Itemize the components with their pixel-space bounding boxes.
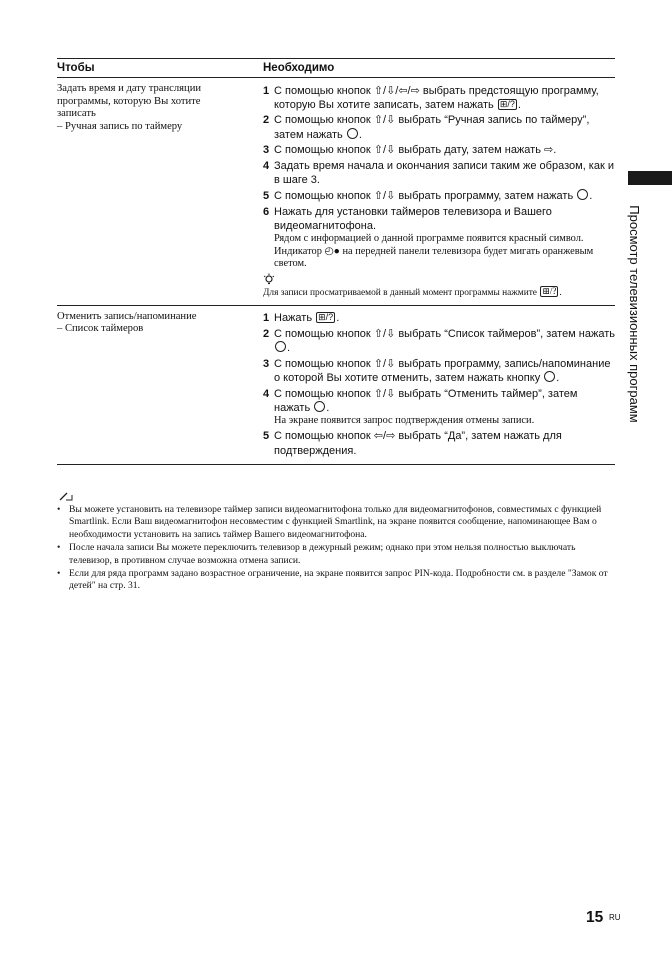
page-language: RU: [609, 913, 621, 922]
row-purpose: Отменить запись/напоминание – Список таймеров: [57, 310, 197, 335]
section-title: Просмотр телевизионных программ: [627, 205, 642, 423]
step-item: 5 С помощью кнопок ⇦/⇨ выбрать “Да”, затем нажать для подтверждения.: [263, 430, 562, 457]
guide-info-button-icon: ⊞/?: [542, 285, 557, 296]
step-item: 3 С помощью кнопок ⇧/⇩ выбрать программу, запись/напоминание о которой Вы хотите отменить, затем нажать кнопку .: [263, 357, 611, 385]
guide-info-button-icon: ⊞/?: [318, 312, 334, 323]
pencil-note-icon: [59, 491, 73, 501]
step-item: 4 Задать время начала и окончания записи таким же образом, как и в шаге 3.: [263, 160, 614, 187]
note-item: • Вы можете установить на телевизоре таймер записи видеомагнитофона только для видеомагнитофонов, совместимых с функцией Smartlink. Если Ваш видеомагнитофон несовместим с функцией Smartlink, на экране появится сообщение, напоминающее Вам о необходимости установить на запись таймер Вашего видеомагнитофона.: [57, 504, 602, 540]
step-item: 6 Нажать для установки таймеров телевизора и Вашего видеомагнитофона.: [263, 205, 552, 232]
row-steps: [263, 310, 615, 458]
note-item: • Если для ряда программ задано возрастное ограничение, на экране появится запрос PIN-кода. Подробности см. в разделе "Замок от детей" на стр. 31.: [57, 568, 608, 592]
step-item: 1 Нажать ⊞/? .: [263, 312, 340, 325]
ok-button-icon: [544, 371, 555, 382]
page-number: 15: [586, 909, 604, 926]
step-item: 2 С помощью кнопок ⇧/⇩ выбрать “Ручная запись по таймеру”, затем нажать .: [263, 114, 590, 141]
step-item: 1 С помощью кнопок ⇧/⇩/⇦/⇨ выбрать предстоящую программу, которую Вы хотите записать, затем нажать ⊞/? .: [263, 84, 599, 111]
header-required: Необходимо: [263, 62, 335, 74]
table-row: [57, 306, 615, 465]
step-subnote: На экране появится запрос подтверждения отмены записи.: [274, 415, 535, 427]
row-steps: [263, 82, 615, 299]
step-subnote: Рядом с информацией о данной программе появится красный символ. Индикатор ◴● на передней панели телевизора будет мигать оранжевым светом.: [274, 233, 594, 270]
ok-button-icon: [275, 341, 286, 352]
ok-button-icon: [347, 128, 358, 139]
step-item: 4 С помощью кнопок ⇧/⇩ выбрать “Отменить таймер”, затем нажать .: [263, 387, 578, 415]
table-header: [57, 59, 615, 78]
step-item: 3 С помощью кнопок ⇧/⇩ выбрать дату, затем нажать ⇨.: [263, 144, 557, 157]
ok-button-icon: [577, 189, 588, 200]
instructions-table: [57, 58, 615, 465]
guide-info-button-icon: ⊞/?: [499, 98, 515, 109]
table-row: [57, 78, 615, 306]
hint-block: [263, 273, 615, 285]
notes-section: [57, 491, 615, 594]
row-purpose: Задать время и дату трансляции программы, которую Вы хотите записать – Ручная запись по таймеру: [57, 83, 202, 132]
note-item: • После начала записи Вы можете переключить телевизор в дежурный режим; однако при этом нельзя полностью выключать телевизор, в противном случае возможна отмена записи.: [57, 542, 576, 566]
step-item: 2 С помощью кнопок ⇧/⇩ выбрать “Список таймеров”, затем нажать .: [263, 328, 615, 355]
hint-lightbulb-icon: [263, 273, 275, 285]
ok-button-icon: [314, 401, 325, 412]
hint-text: Для записи просматриваемой в данный момент программы нажмите ⊞/? .: [263, 285, 562, 298]
step-item: 5 С помощью кнопок ⇧/⇩ выбрать программу, затем нажать .: [263, 189, 593, 202]
header-purpose: Чтобы: [57, 62, 95, 74]
